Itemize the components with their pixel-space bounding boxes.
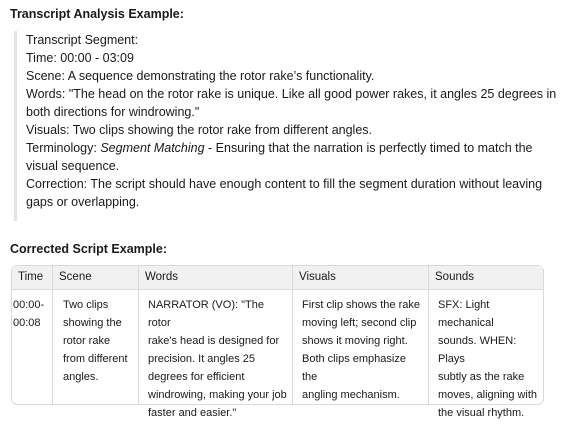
- cell-line: rake's head is designed for: [148, 335, 280, 347]
- table-row: [12, 290, 543, 419]
- cell-line: windrowing, making your job: [148, 389, 287, 401]
- cell-line: shows it moving right.: [302, 335, 408, 347]
- cell-line: subtly as the rake: [438, 371, 525, 383]
- time-line: Time: 00:00 - 03:09: [26, 51, 134, 65]
- words-line-1: Words: "The head on the rotor rake is unique. Like all good power rakes, it angles 25 degrees in: [26, 87, 557, 101]
- transcript-quote-block: [14, 31, 557, 221]
- cell-visuals: [293, 290, 429, 404]
- cell-line: precision. It angles 25: [148, 353, 256, 365]
- cell-line: moving left; second clip: [302, 317, 417, 329]
- cell-line: SFX: Light mechanical: [438, 299, 494, 329]
- cell-line: faster and easier.": [148, 407, 237, 419]
- analysis-heading: Transcript Analysis Example:: [10, 7, 184, 21]
- cell-line: 00:00-: [13, 299, 45, 311]
- cell-words: [139, 290, 293, 419]
- header-sounds: Sounds: [435, 271, 475, 283]
- table-header-row: [12, 266, 543, 290]
- cell-line: the visual rhythm.: [438, 407, 525, 419]
- segment-label: Transcript Segment:: [26, 33, 139, 47]
- cell-line: rotor rake: [63, 335, 111, 347]
- terminology-line: [26, 139, 549, 157]
- terminology-line-2: visual sequence.: [26, 159, 120, 173]
- scene-line: Scene: A sequence demonstrating the rotor rake’s functionality.: [26, 69, 375, 83]
- cell-sounds: [429, 290, 543, 419]
- cell-line: from different: [63, 353, 128, 365]
- header-visuals: Visuals: [293, 266, 429, 289]
- visuals-line: Visuals: Two clips showing the rotor rake from different angles.: [26, 123, 373, 137]
- terminology-rest: - Ensuring that the narration is perfectly timed to match the: [204, 141, 533, 155]
- cell-line: Two clips: [63, 299, 109, 311]
- cell-line: angling mechanism.: [302, 389, 400, 401]
- cell-time: [12, 290, 53, 404]
- corrected-heading: Corrected Script Example:: [10, 242, 167, 256]
- cell-line: angles.: [63, 371, 99, 383]
- cell-line: 00:08: [13, 317, 41, 329]
- header-scene: Scene: [53, 266, 139, 289]
- correction-line-1: Correction: The script should have enough content to fill the segment duration without leaving: [26, 177, 543, 191]
- cell-line: moves, aligning with: [438, 389, 538, 401]
- cell-line: Both clips emphasize the: [302, 353, 406, 383]
- header-time: Time: [12, 266, 53, 289]
- cell-line: showing the: [63, 317, 122, 329]
- cell-line: First clip shows the rake: [302, 299, 420, 311]
- cell-scene: [53, 290, 139, 404]
- cell-line: NARRATOR (VO): "The rotor: [148, 299, 264, 329]
- cell-line: degrees for efficient: [148, 371, 245, 383]
- correction-line-2: gaps or overlapping.: [26, 195, 140, 209]
- terminology-label: Terminology:: [26, 141, 101, 155]
- terminology-term: Segment Matching: [100, 141, 205, 155]
- script-table: [11, 265, 544, 419]
- header-words: Words: [139, 266, 293, 289]
- cell-line: sounds. WHEN: Plays: [438, 335, 517, 365]
- words-line-2: both directions for windrowing.": [26, 105, 200, 119]
